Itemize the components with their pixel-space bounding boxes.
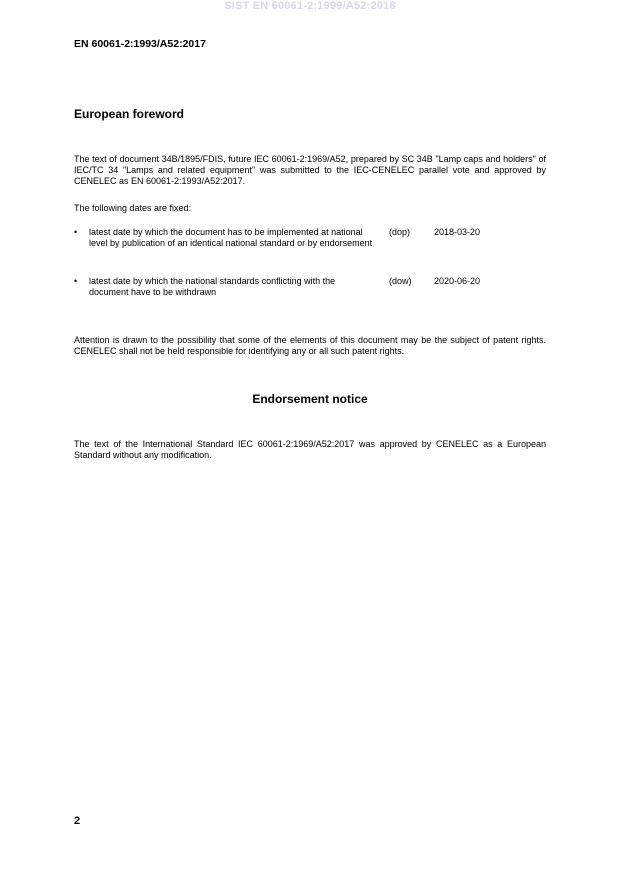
patent-notice-paragraph: Attention is drawn to the possibility that some of the elements of this document may be the subject of patent rights. CENELEC shall not be held responsible for identifying any or all such patent rights. [74,335,546,356]
page-number: 2 [74,815,81,827]
foreword-paragraph-1: The text of document 34B/1895/FDIS, future IEC 60061-2:1969/A52, prepared by SC 34B "Lamp caps and holders" of IEC/TC 34 "Lamps and related equipment" was submitted to the IEC-CENELEC parallel vote and approved by CENELEC as EN 60061-2:1993/A52:2017. [74,154,546,186]
document-id: EN 60061-2:1993/A52:2017 [74,38,206,50]
date-item-text: latest date by which the document has to be implemented at national level by publication of an identical national standard or by endorsement [89,227,373,248]
date-item-value: 2018-03-20 [434,227,481,237]
foreword-paragraph-2: The following dates are fixed: [74,203,192,213]
date-item-abbreviation: (dow) [389,276,412,286]
date-item-value: 2020-06-20 [434,276,481,286]
date-item-text: latest date by which the national standards conflicting with the document have to be withdrawn [89,276,336,297]
foreword-title: European foreword [74,107,185,121]
endorsement-title: Endorsement notice [252,392,368,406]
bullet-icon: • [74,227,78,237]
date-item-abbreviation: (dop) [389,227,411,237]
endorsement-paragraph: The text of the International Standard IEC 60061-2:1969/A52:2017 was approved by CENELEC as a European Standard without any modification. [74,439,546,460]
bullet-icon: • [74,276,78,286]
watermark-text: SIST EN 60061-2:1999/A52:2018 [224,0,396,12]
